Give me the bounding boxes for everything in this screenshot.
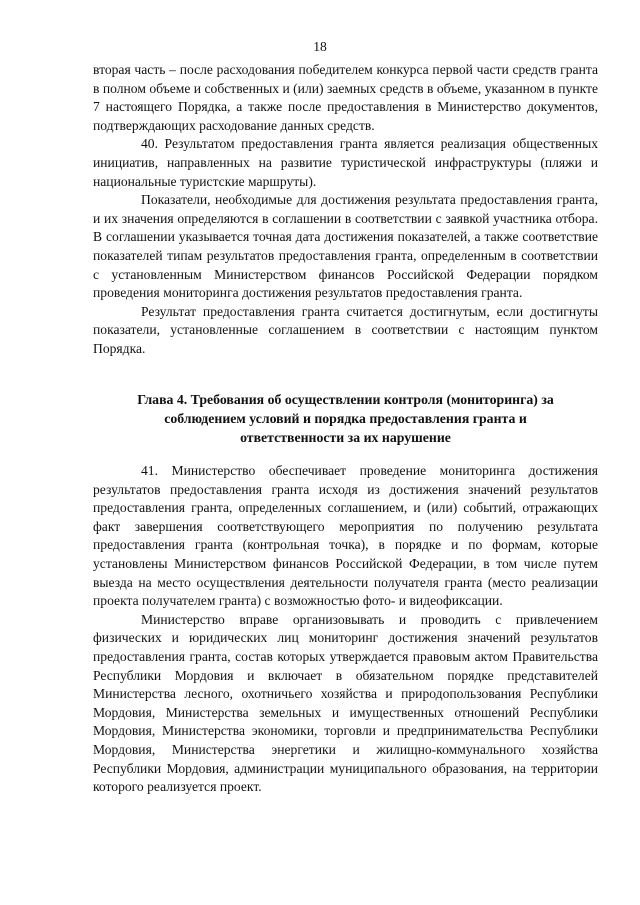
paragraph-result: Результат предоставления гранта считается достигнутым, если достигнуты показатели, установленные соглашением в соответствии с настоящим пунктом Порядка. [93, 303, 598, 356]
chapter-heading-line-3: ответственности за их нарушение [240, 429, 451, 445]
paragraph-indicators: Показатели, необходимые для достижения результата предоставления гранта, и их значения определяются в соглашении в соответствии с заявкой участника отбора. В соглашении указывается точная дата достижения показателей, а также соответствие показателей типам результатов предоставления гранта, определенным в соответствии с установленным Министерством финансов Российской Федерации порядком проведения мониторинга достижения результатов предоставления гранта. [93, 192, 598, 301]
chapter-heading [93, 391, 598, 447]
chapter-heading-line-1: Глава 4. Требования об осуществлении контроля (мониторинга) за [137, 392, 554, 407]
section-top-text [93, 61, 598, 359]
chapter-heading-line-2: соблюдением условий и порядка предоставления гранта и [164, 410, 527, 426]
section-bottom-text [93, 462, 598, 797]
paragraph-continuation: вторая часть – после расходования победителем конкурса первой части средств гранта в полном объеме и собственных и (или) заемных средств в объеме, указанном в пункте 7 настоящего Порядка, а также после предоставления в Министерство документов, подтверждающих расходование данных средств. [93, 62, 598, 133]
paragraph-monitoring: Министерство вправе организовывать и проводить с привлечением физических и юридических лиц мониторинг достижения значений результатов предоставления гранта, состав которых утверждается правовым актом Правительства Республики Мордовия и включает в обязательном порядке представителей Министерства лесного, охотничьего хозяйства и природопользования Республики Мордовия, Министерства земельных и имущественных отношений Республики Мордовия, Министерства экономики, торговли и предпринимательства Республики Мордовия, Министерства энергетики и жилищно-коммунального хозяйства Республики Мордовия, администрации муниципального образования, на территории которого реализуется проект. [93, 611, 598, 795]
paragraph-40: 40. Результатом предоставления гранта является реализация общественных инициатив, направленных на развитие туристической инфраструктуры (пляжи и национальные туристские маршруты). [93, 136, 598, 189]
page-number: 18 [313, 39, 327, 54]
paragraph-41: 41. Министерство обеспечивает проведение мониторинга достижения результатов предоставления гранта исходя из достижения значений результатов предоставления гранта, определенных соглашением, и (или) событий, отражающих факт завершения соответствующего мероприятия по получению результата предоставления гранта (контрольная точка), в порядке и по формам, которые установлены Министерством финансов Российской Федерации, в том числе путем выезда на место осуществления деятельности получателя гранта (место реализации проекта получателем гранта) с возможностью фото- и видеофиксации. [93, 463, 598, 609]
